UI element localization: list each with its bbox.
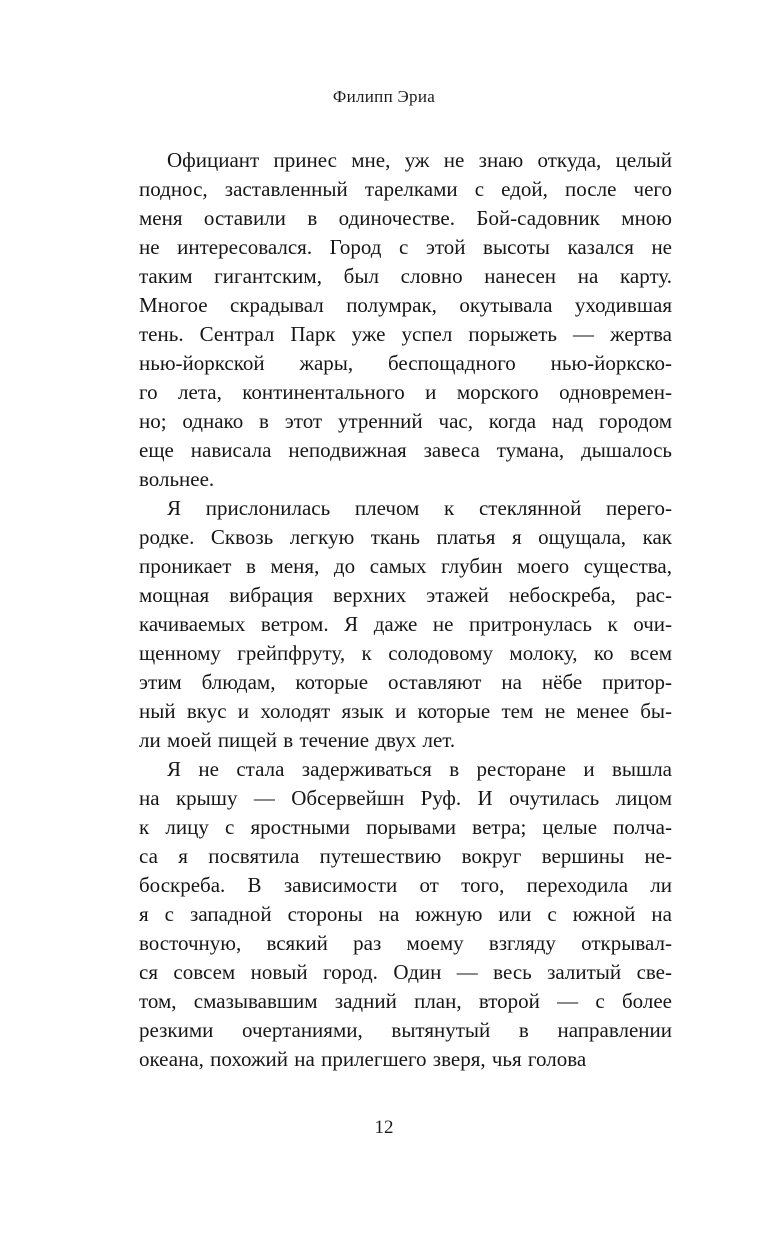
page-number: 12	[374, 1117, 394, 1138]
text-line: том, смазывавшим задний план, второй — с более	[139, 989, 672, 1013]
text-line: Я не стала задерживаться в ресторане и вышла	[167, 757, 672, 781]
text-line: поднос, заставленный тарелками с едой, после чего	[139, 177, 672, 201]
paragraph	[139, 146, 672, 494]
text-line: на крышу — Обсервейшн Руф. И очутилась лицом	[139, 786, 672, 810]
text-line: резкими очертаниями, вытянутый в направлении	[139, 1018, 672, 1042]
text-line: Многое скрадывал полумрак, окутывала уходившая	[139, 293, 672, 317]
text-line: к лицу с яростными порывами ветра; целые полча-	[139, 815, 672, 839]
text-line: качиваемых ветром. Я даже не притронулась к очи-	[139, 612, 672, 636]
paragraph	[139, 755, 672, 1074]
text-line: боскреба. В зависимости от того, переходила ли	[139, 873, 672, 897]
text-line: не интересовался. Город с этой высоты казался не	[139, 235, 672, 259]
text-line: щенному грейпфруту, к солодовому молоку, ко всем	[139, 641, 672, 665]
text-line: восточную, всякий раз моему взгляду открывал-	[139, 931, 672, 955]
text-line: еще нависала неподвижная завеса тумана, дышалось	[139, 438, 672, 462]
text-line: нью-йоркской жары, беспощадного нью-йоркско-	[139, 351, 672, 375]
text-line: проникает в меня, до самых глубин моего существа,	[139, 554, 672, 578]
text-line: вольнее.	[139, 467, 215, 491]
text-line: меня оставили в одиночестве. Бой-садовник мною	[139, 206, 672, 230]
text-line: ный вкус и холодят язык и которые тем не менее бы-	[139, 699, 672, 723]
text-line: тень. Сентрал Парк уже успел порыжеть — жертва	[139, 322, 672, 346]
text-line: са я посвятила путешествию вокруг вершины не-	[139, 844, 672, 868]
running-head-author: Филипп Эриа	[332, 87, 436, 106]
text-line: Я прислонилась плечом к стеклянной перего-	[167, 496, 672, 520]
text-line: родке. Сквозь легкую ткань платья я ощущала, как	[139, 525, 672, 549]
text-line: ли моей пищей в течение двух лет.	[139, 728, 456, 752]
text-line: мощная вибрация верхних этажей небоскреба, рас-	[139, 583, 672, 607]
paragraph	[139, 494, 672, 755]
text-line: го лета, континентального и морского одновремен-	[139, 380, 672, 404]
text-line: таким гигантским, был словно нанесен на карту.	[139, 264, 672, 288]
text-line: этим блюдам, которые оставляют на нёбе притор-	[139, 670, 672, 694]
text-line: я с западной стороны на южную или с южной на	[139, 902, 672, 926]
text-line: Официант принес мне, уж не знаю откуда, целый	[167, 148, 672, 172]
text-line: океана, похожий на прилегшего зверя, чья голова	[139, 1047, 587, 1071]
text-block	[139, 146, 672, 1074]
text-line: но; однако в этот утренний час, когда над городом	[139, 409, 672, 433]
text-line: ся совсем новый город. Один — весь залитый све-	[139, 960, 672, 984]
